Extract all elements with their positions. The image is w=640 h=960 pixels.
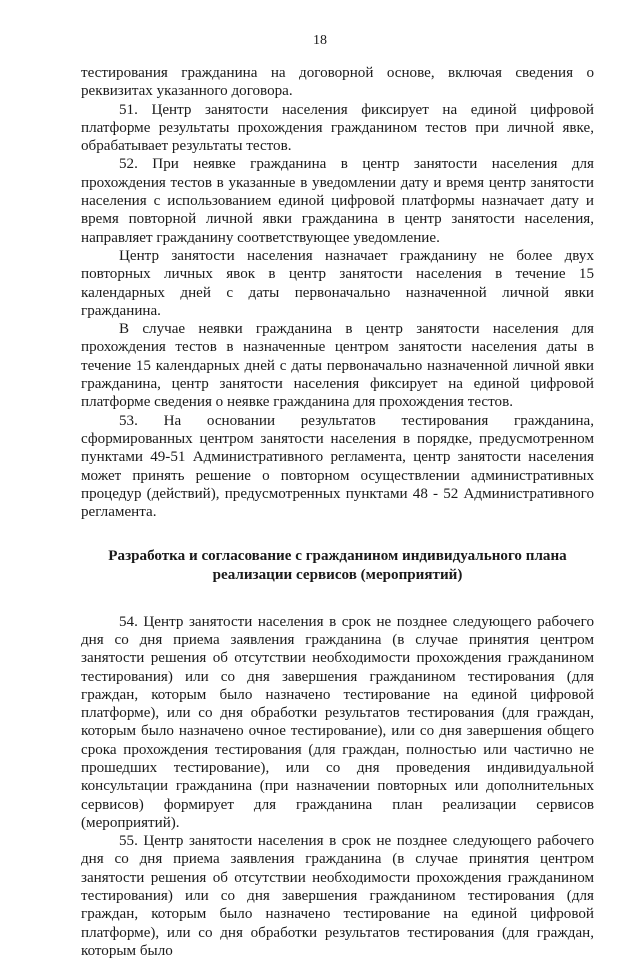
page-number: 18 [313, 33, 327, 48]
paragraph-55: 55. Центр занятости населения в срок не позднее следующего рабочего дня со дня приема заявления гражданина (в случае принятия центром занятости решения об отсутствии необходимости прохождения гражданином тестирования) или со дня завершения гражданином тестирования (для граждан, которым было назначено тестирование на единой цифровой платформе), или со дня обработки результатов тестирования (для граждан, которым было [81, 833, 594, 959]
paragraph-53: 53. На основании результатов тестирования гражданина, сформированных центром занятости населения в порядке, предусмотренном пунктами 49-51 Административного регламента, центр занятости населения может принять решение о повторном осуществлении административных процедур (действий), предусмотренных пунктами 48 - 52 Административного регламента. [81, 412, 594, 521]
document-body [81, 64, 594, 960]
section-heading: Разработка и согласование с гражданином индивидуального плана реализации сервисов (мероприятий) [108, 548, 567, 584]
paragraph-52: 52. При неявке гражданина в центр занятости населения для прохождения тестов в указанные в уведомлении дату и время центр занятости населения с использованием единой цифровой платформы назначает дату и время повторной личной явки гражданина в центр занятости населения, направляет гражданину соответствующее уведомление. [81, 156, 594, 246]
paragraph-continuation: тестирования гражданина на договорной основе, включая сведения о реквизитах указанного договора. [81, 65, 594, 100]
paragraph-51: 51. Центр занятости населения фиксирует на единой цифровой платформе результаты прохождения гражданином тестов при личной явке, обрабатывает результаты тестов. [81, 101, 594, 155]
paragraph-52-repeat-visits: Центр занятости населения назначает гражданину не более двух повторных личных явок в центр занятости населения в течение 15 календарных дней с даты первоначально назначенной личной явки гражданина. [81, 247, 594, 319]
paragraph-54: 54. Центр занятости населения в срок не позднее следующего рабочего дня со дня приема заявления гражданина (в случае принятия центром занятости решения об отсутствии необходимости прохождения гражданином тестирования) или со дня завершения гражданином тестирования (для граждан, которым было назначено тестирование на единой цифровой платформе), или со дня обработки результатов тестирования (для граждан, которым было назначено очное тестирование), или со дня завершения общего срока прохождения тестирования (для граждан, полностью или частично не прошедших тестирование), или со дня проведения индивидуальной консультации гражданина (при назначении повторных или дополнительных сервисов) формирует для гражданина план реализации сервисов (мероприятий). [81, 613, 594, 831]
paragraph-52-no-show: В случае неявки гражданина в центр занятости населения для прохождения тестов в назначенные центром занятости населения даты в течение 15 календарных дней с даты первоначально назначенной личной явки гражданина, центр занятости населения фиксирует на единой цифровой платформе сведения о неявке гражданина для прохождения тестов. [81, 321, 594, 411]
